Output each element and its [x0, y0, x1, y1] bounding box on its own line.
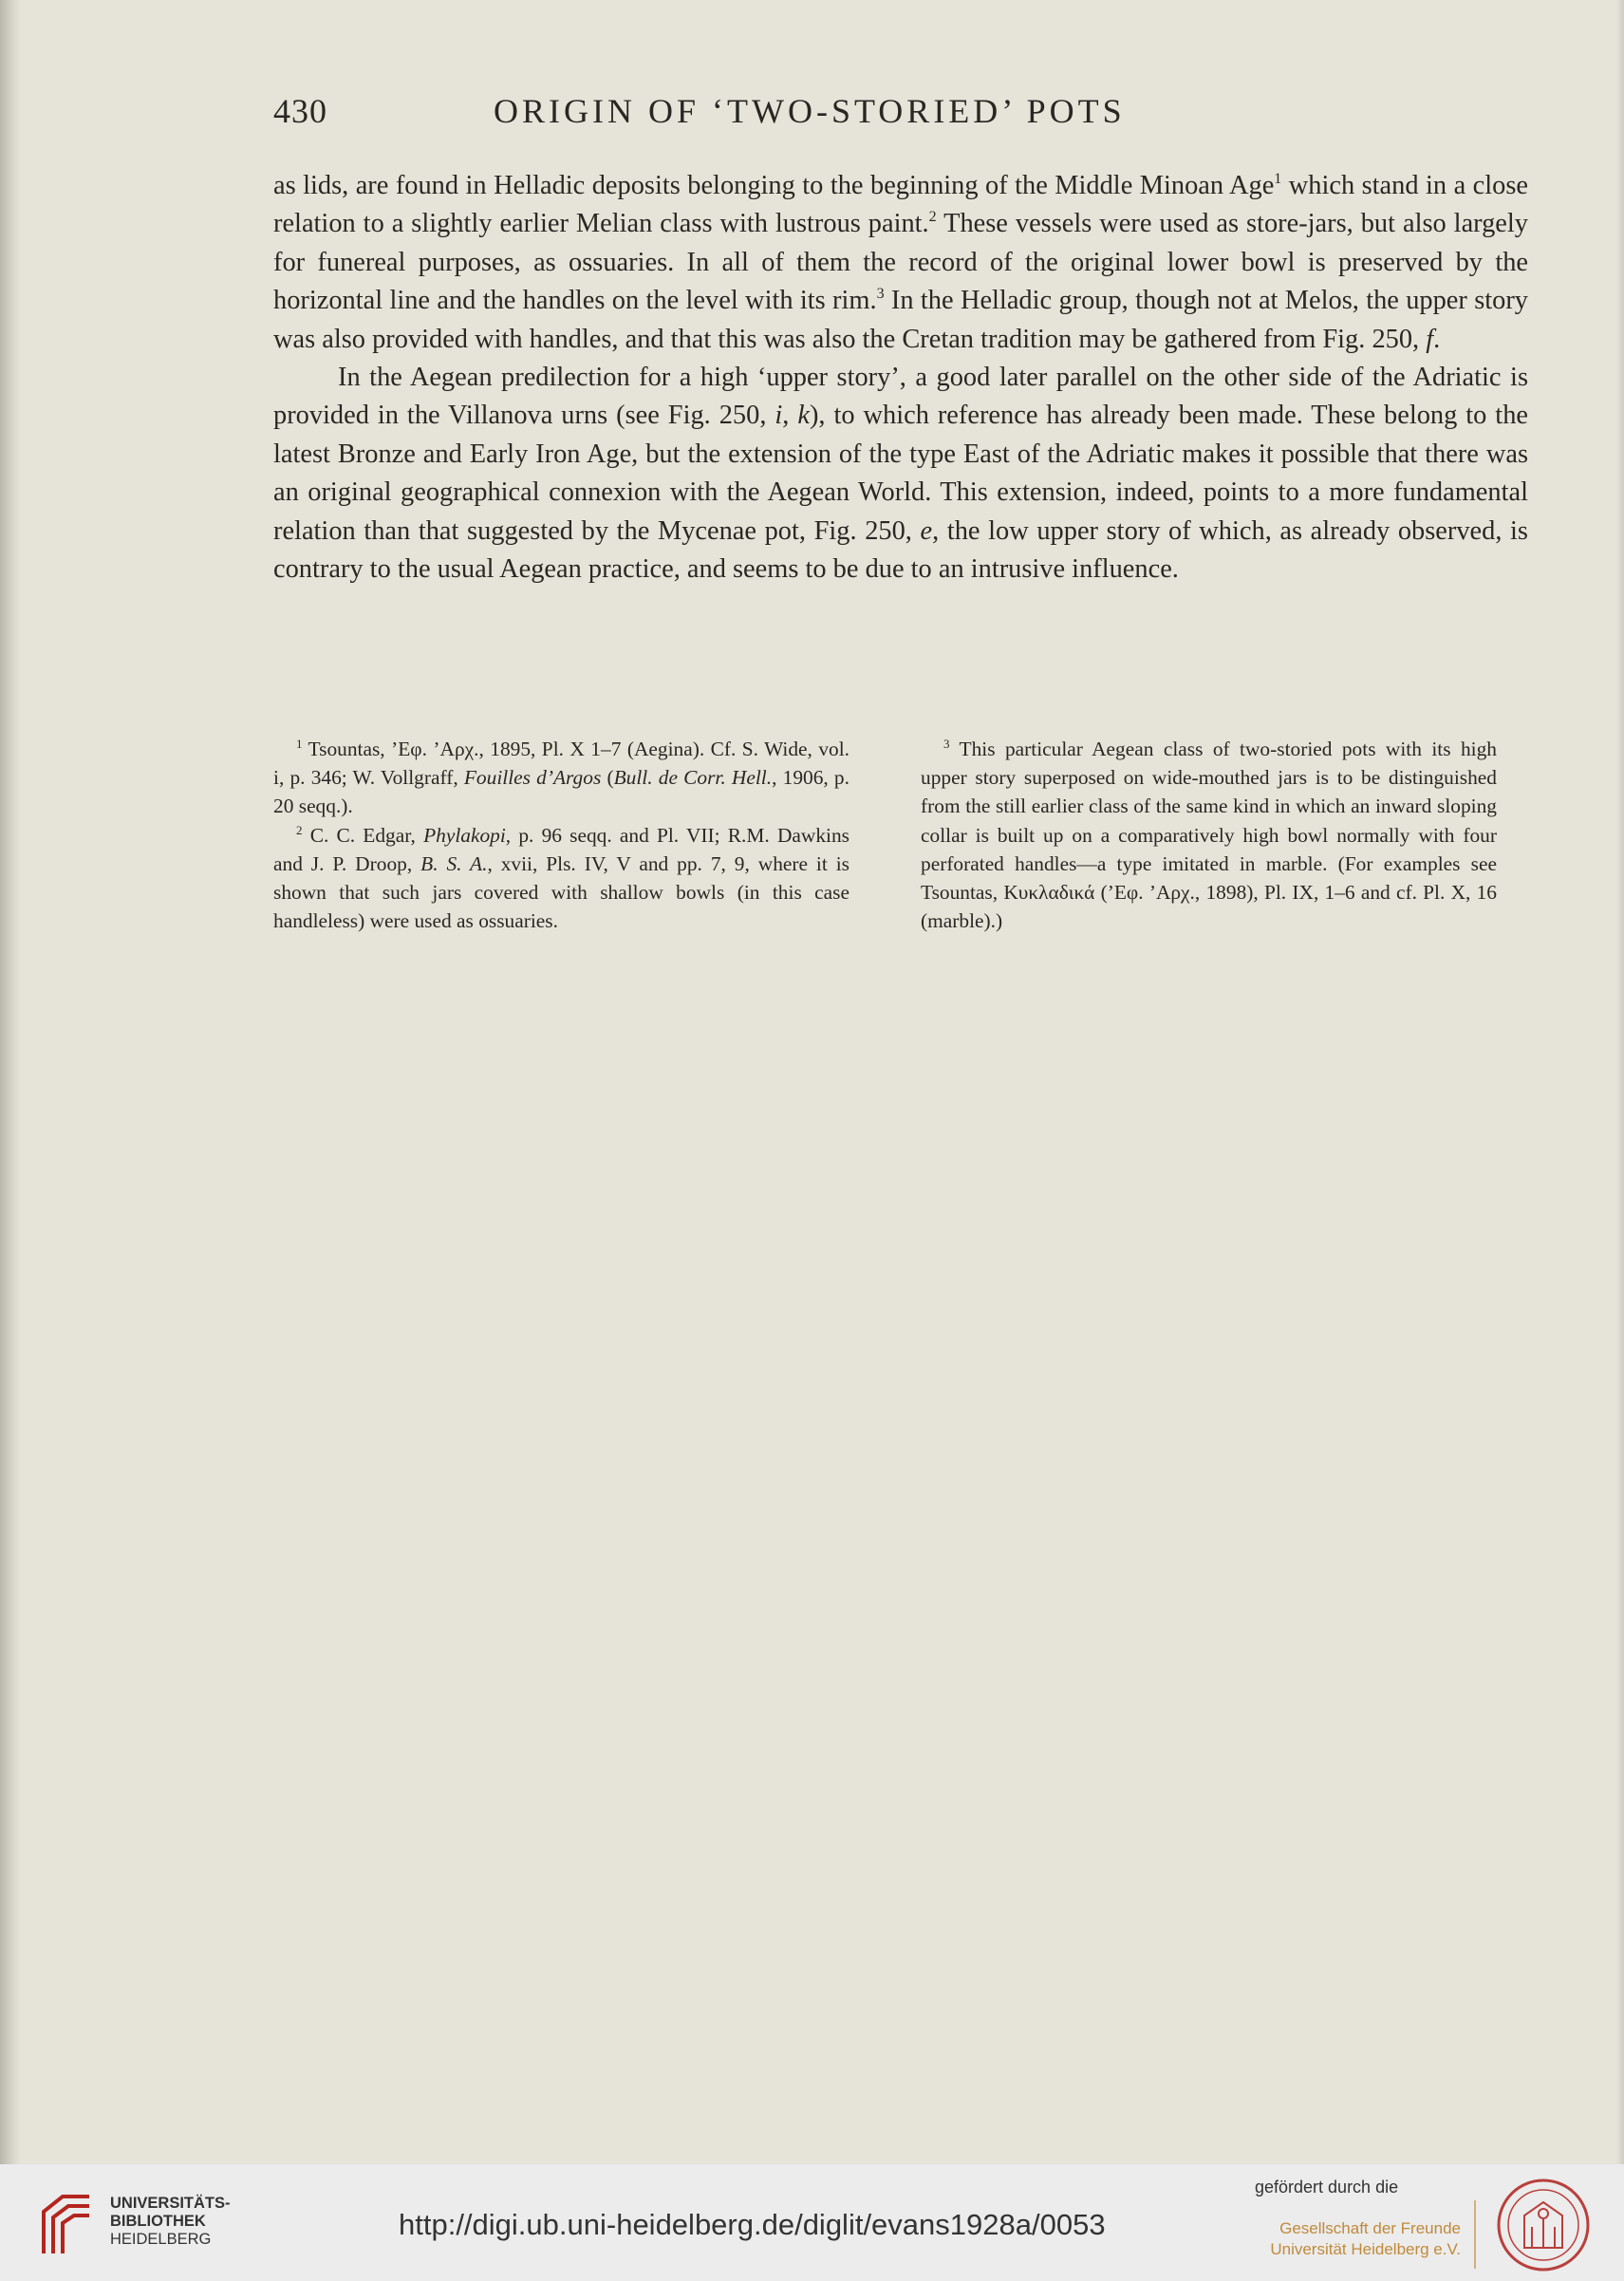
footnote-ref-3[interactable]: 3 [876, 286, 885, 303]
seal-head [1539, 2209, 1548, 2218]
running-title: ORIGIN OF ‘TWO-STORIED’ POTS [494, 92, 1126, 130]
digitization-footer [0, 2164, 1624, 2281]
footnote-number: 1 [296, 737, 303, 751]
text-run: . [1433, 324, 1441, 354]
text-run: , xvii, Pls. IV, V and pp. 7, 9, where it is shown that such jars covered with shallow bowls (in this case handleless) were used as ossuaries. [273, 851, 850, 933]
text-run: In the Aegean predilection for a high ‘upper story’, a good later parallel on the other side of the Adriatic is provided in the Villanova urns (see Fig. 250, [273, 363, 1528, 431]
text-run: , [782, 401, 798, 431]
italic-run: i [775, 401, 783, 431]
footnote-1 [273, 735, 849, 821]
library-name-line: HEIDELBERG [110, 2231, 212, 2248]
footer-divider [1474, 2200, 1476, 2269]
society-name [1270, 2218, 1461, 2260]
logo-stroke [63, 2216, 89, 2253]
text-run: Tsountas, ’Εφ. ’Αρχ., 1895, Pl. X 1–7 (Aegina). Cf. S. Wide, vol. i, p. 346; W. Vollgraff, [273, 738, 849, 790]
footnote-ref-1[interactable]: 1 [1274, 171, 1282, 187]
footnotes [273, 735, 1528, 1000]
paragraph-2 [273, 359, 1528, 589]
library-name [110, 2195, 231, 2249]
library-name-line: BIBLIOTHEK [110, 2213, 206, 2230]
text-run: In the Helladic group, though not at Melos, the upper story was also provided with handles, and that this was also the Cretan tradition may be gathered from Fig. 250, [273, 286, 1528, 354]
university-seal-icon[interactable] [1496, 2178, 1591, 2272]
society-name-line: Universität Heidelberg e.V. [1270, 2240, 1461, 2258]
logo-stroke [53, 2206, 89, 2253]
italic-run: k [797, 401, 810, 431]
footnotes-right-column [921, 735, 1497, 935]
library-logo-icon[interactable] [38, 2191, 95, 2255]
footnote-ref-2[interactable]: 2 [928, 209, 937, 226]
page-edge-shadow [1616, 0, 1624, 2164]
italic-run: Fouilles d’Argos [463, 766, 602, 790]
permalink-url[interactable]: http://digi.ub.uni-heidelberg.de/diglit/evans1928a/0053 [399, 2208, 1106, 2241]
footnote-2 [273, 821, 849, 936]
society-name-line: Gesellschaft der Freunde [1279, 2219, 1461, 2237]
running-head [273, 91, 1255, 148]
text-run: , p. 96 seqq. and Pl. VII; R.M. Dawkins and J. P. Droop, [273, 823, 849, 875]
italic-run: Bull. de Corr. Hell. [613, 766, 773, 790]
funded-by-label: gefördert durch die [1255, 2178, 1399, 2197]
seal-pillars [1532, 2219, 1555, 2248]
paragraph-1 [273, 167, 1528, 359]
italic-run: f [1426, 324, 1434, 354]
text-run: This particular Aegean class of two-storied pots with its high upper story superposed on wide-mouthed jars is to be distinguished from the still earlier class of the same kind in which an inward sloping collar is built up on a comparatively high bowl normally with four perforated handles—a type imitated in marble. (For examples see Tsountas, Κυκλαδικά (’Εφ. ’Αρχ., 1898), Pl. IX, 1–6 and cf. Pl. X, 16 (marble).) [921, 738, 1497, 933]
page-binding-shadow [0, 0, 21, 2164]
footnote-number: 3 [943, 737, 950, 751]
italic-run: Phylakopi [423, 823, 506, 847]
text-run: , the low upper story of which, as already observed, is contrary to the usual Aegean practice, and seems to be due to an intrusive influence. [273, 515, 1528, 585]
text-run: C. C. Edgar, [302, 823, 424, 847]
text-run: which stand in a close relation to a slightly earlier Melian class with lustrous paint. [273, 171, 1528, 239]
text-run: as lids, are found in Helladic deposits belonging to the beginning of the Middle Minoan Age [273, 171, 1275, 200]
page-number: 430 [273, 92, 327, 130]
footnote-number: 2 [296, 822, 303, 837]
text-run: ( [601, 766, 614, 790]
library-name-line: UNIVERSITÄTS- [110, 2195, 231, 2212]
italic-run: B. S. A. [420, 851, 488, 875]
text-run: ), to which reference has already been made. These belong to the latest Bronze and Early Iron Age, but the extension of the type East of the Adriatic makes it possible that there was an original geographical connexion with the Aegean World. This extension, indeed, points to a more fundamental relation than that suggested by the Mycenae pot, Fig. 250, [273, 401, 1528, 546]
footnotes-left-column [273, 735, 849, 935]
body-text [273, 167, 1528, 589]
text-run: , 1906, p. 20 seqq.). [273, 766, 849, 818]
footnote-3 [921, 735, 1497, 935]
italic-run: e [920, 515, 933, 546]
seal-figures [1524, 2202, 1562, 2248]
text-run: These vessels were used as store-jars, but also largely for funereal purposes, as ossuaries. In all of them the record of the original lower bowl is preserved by the horizontal line and the handles on the level with its rim. [273, 209, 1528, 316]
library-logo-strokes [44, 2197, 89, 2253]
